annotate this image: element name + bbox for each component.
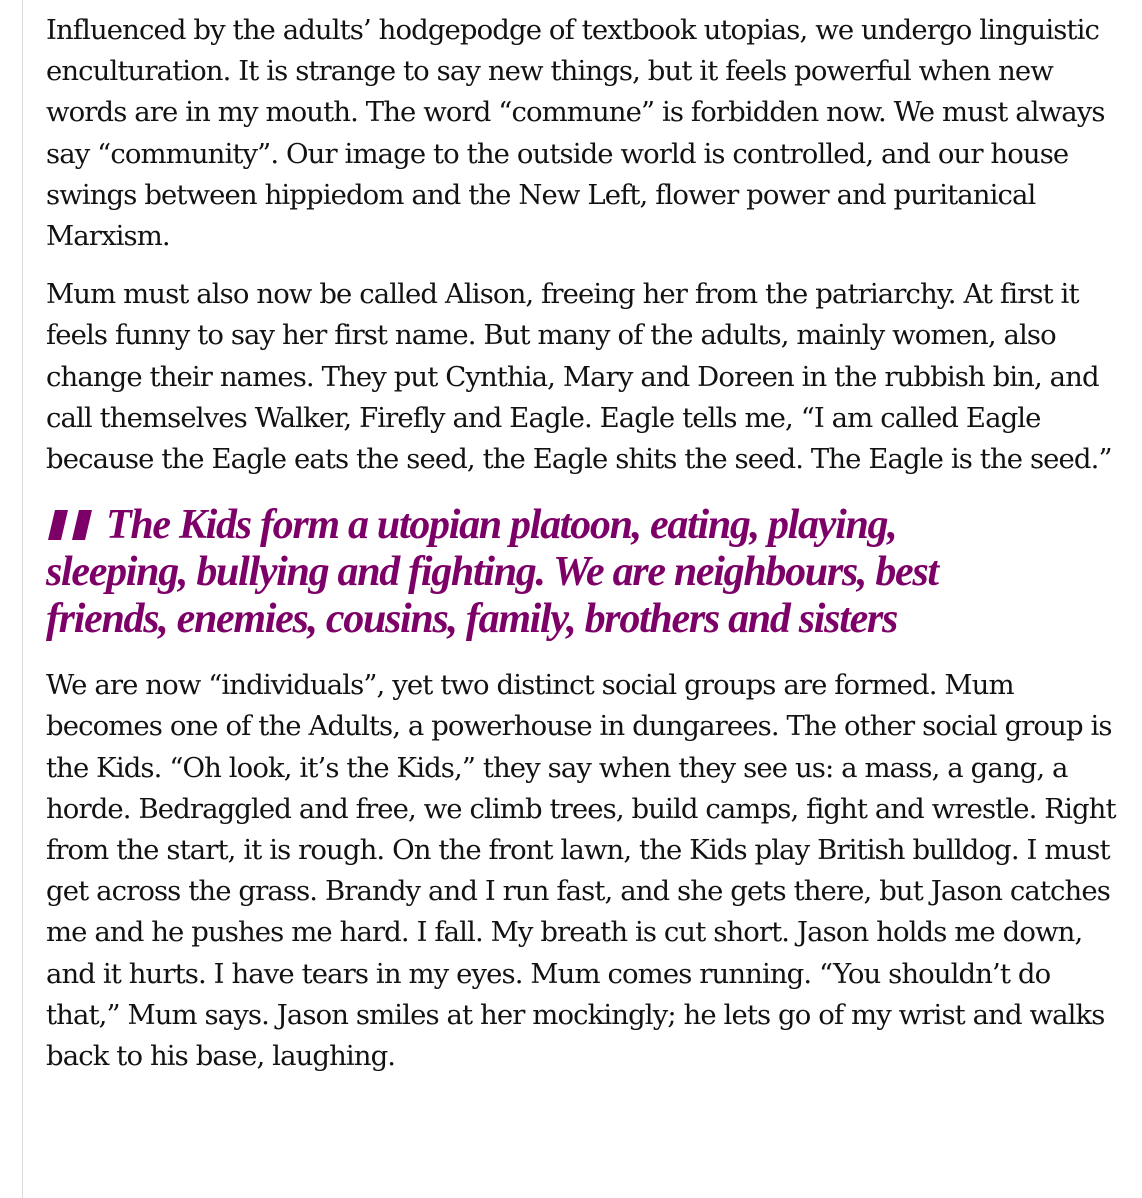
article-paragraph: We are now “individuals”, yet two distinct social groups are formed. Mum becomes one of the Adults, a powerhouse in dungarees. The other social group is the Kids. “Oh look, it’s the Kids,” they say when they see us: a mass, a gang, a horde. Bedraggled and free, we climb trees, build camps, fight and wrestle. Right from the start, it is rough. On the front lawn, the Kids play British bulldog. I must get across the grass. Brandy and I run fast, and she gets there, but Jason catches me and he pushes me hard. I fall. My breath is cut short. Jason holds me down, and it hurts. I have tears in my eyes. Mum comes running. “You shouldn’t do that,” Mum says. Jason smiles at her mockingly; he lets go of my wrist and walks back to his base, laughing. xyxy=(46,669,1116,1073)
left-divider-rule xyxy=(22,0,23,1198)
article-body xyxy=(46,10,1126,1077)
pull-quote xyxy=(46,502,946,643)
article-paragraph: Influenced by the adults’ hodgepodge of textbook utopias, we undergo linguistic enculturation. It is strange to say new things, but it feels powerful when new words are in my mouth. The word “commune” is forbidden now. We must always say “community”. Our image to the outside world is controlled, and our house swings between hippiedom and the New Left, flower power and puritanical Marxism. xyxy=(46,14,1105,253)
article-paragraph: Mum must also now be called Alison, freeing her from the patriarchy. At first it feels funny to say her first name. But many of the adults, mainly women, also change their names. They put Cynthia, Mary and Doreen in the rubbish bin, and call themselves Walker, Firefly and Eagle. Eagle tells me, “I am called Eagle because the Eagle eats the seed, the Eagle shits the seed. The Eagle is the seed.” xyxy=(46,278,1112,476)
pull-quote-text: The Kids form a utopian platoon, eating, playing, sleeping, bullying and fighting. We are neighbours, best friends, enemies, cousins, family, brothers and sisters xyxy=(46,502,938,643)
quote-mark-icon xyxy=(46,510,98,540)
